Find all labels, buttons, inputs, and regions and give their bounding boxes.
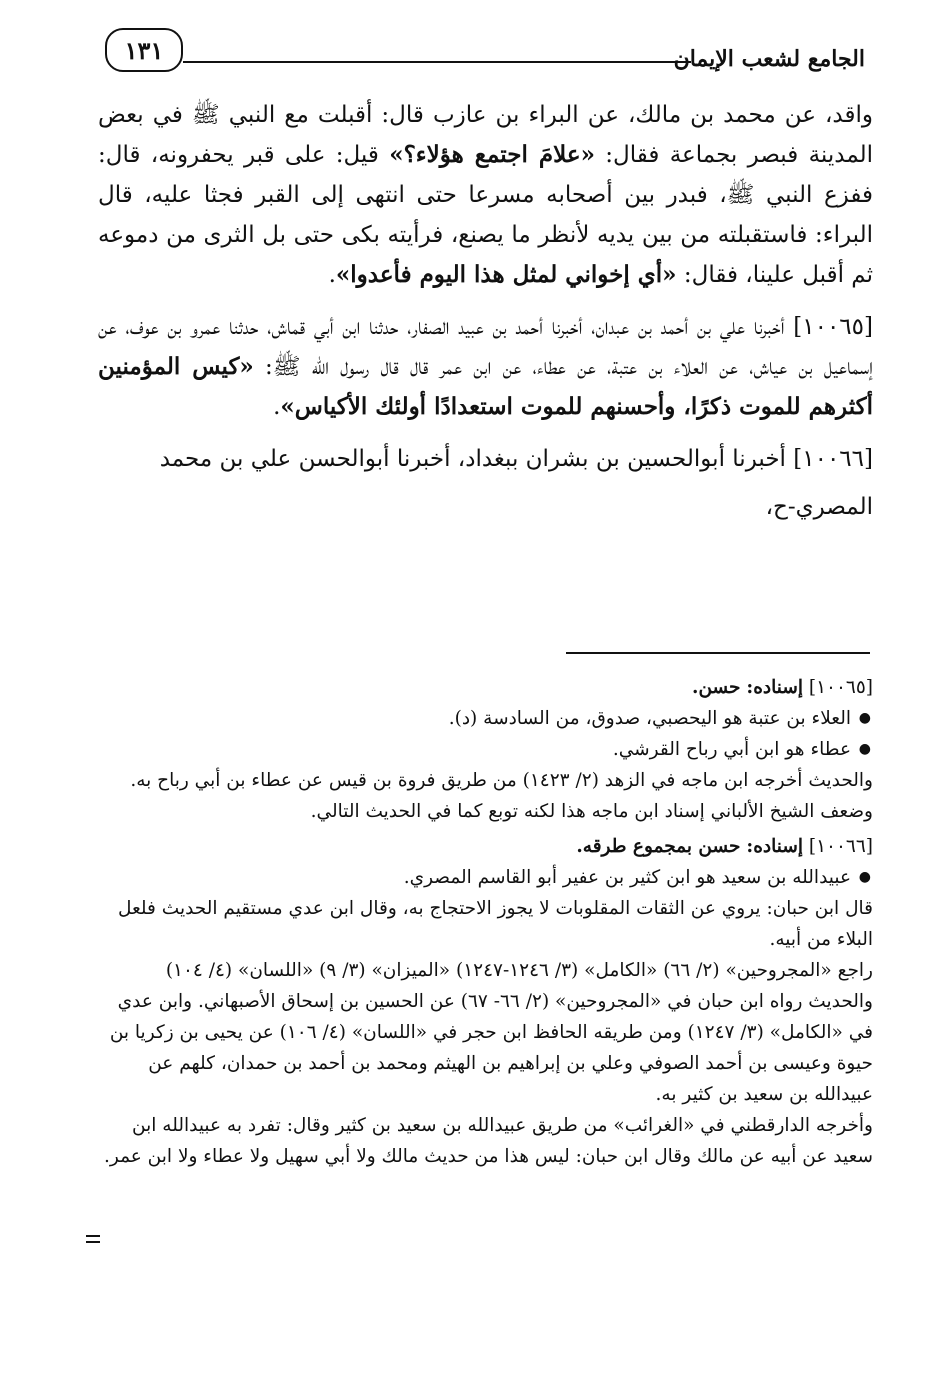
- footnote-bullet: [92, 734, 873, 765]
- page-number: ١٣١: [124, 35, 164, 65]
- full-stop: .: [273, 394, 281, 420]
- hadith-quote: «كيس المؤمنين أكثرهم للموت ذكرًا، وأحسنهم للموت استعدادًا أولئك الأكياس»: [98, 353, 873, 420]
- bullet-icon: ●: [858, 741, 871, 757]
- footnotes: [92, 672, 873, 1172]
- hadith-quote: «علامَ اجتمع هؤلاء؟»: [389, 141, 595, 168]
- paragraph-hadith-10066: [98, 439, 873, 479]
- hadith-quote: «أي إخواني لمثل هذا اليوم فأعدوا»: [335, 261, 677, 288]
- isnad-label: إسناده:: [746, 677, 803, 698]
- footnote-text: وأخرجه الدارقطني في «الغرائب» من طريق عبيدالله بن سعيد بن كثير وقال: تفرد به عبيدالله ابن سعيد عن أبيه عن مالك وقال ابن حبان: ليس هذا من حديث مالك ولا أبي سهيل ولا عطاء ولا ابن عمر.: [103, 1115, 873, 1167]
- bullet-icon: ●: [858, 869, 871, 885]
- isnad-continuation: المصري-ح،: [765, 494, 873, 520]
- narration-text: قيل: على قبر يحفرونه، قال: ففزع النبي ﷺ، فبدر بين أصحابه مسرعا حتى انتهى إلى القبر فجثا عليه، قال البراء: فاستقبلته من بين يديه لأنظر ما يصنع، فرأيته بكى حتى بل الثرى من دموعه ثم أقبل علينا، فقال:: [98, 142, 873, 288]
- footnote-bullet: [92, 862, 873, 893]
- header-rule: [183, 61, 691, 63]
- full-stop: .: [328, 262, 336, 288]
- footnote-bullet: [92, 703, 873, 734]
- running-title: الجامع لشعب الإيمان: [673, 46, 865, 72]
- isnad-grade: حسن.: [692, 677, 741, 698]
- footnote-divider: [566, 652, 870, 654]
- footnote-text: والحديث أخرجه ابن ماجه في الزهد (٢/ ١٤٢٣) من طريق فروة بن قيس عن عطاء بن أبي رباح به.: [130, 770, 873, 791]
- isnad-grade: حسن بمجموع طرقه.: [576, 836, 741, 857]
- footnote-heading-10065: [92, 672, 873, 703]
- narration-text: واقد، عن محمد بن مالك، عن البراء بن عازب قال: أقبلت مع النبي ﷺ في بعض المدينة فبصر بجماعة فقال:: [98, 102, 874, 168]
- footnote-number: [١٠٠٦٥]: [808, 677, 873, 698]
- hadith-number: [١٠٠٦٦]: [793, 446, 873, 472]
- isnad-label: إسناده:: [746, 836, 803, 857]
- bullet-text: عطاء هو ابن أبي رباح القرشي.: [612, 739, 851, 760]
- isnad-text: أخبرنا أبوالحسين بن بشران ببغداد، أخبرنا أبوالحسن علي بن محمد: [159, 446, 786, 472]
- main-text: [98, 95, 873, 539]
- paragraph-hadith-narration: [98, 95, 873, 295]
- bullet-text: عبيدالله بن سعيد هو ابن كثير بن عفير أبو القاسم المصري.: [403, 867, 851, 888]
- footnote-text: والحديث رواه ابن حبان في «المجروحين» (٢/ ٦٦- ٦٧) عن الحسين بن إسحاق الأصبهاني. وابن عدي في «الكامل» (٣/ ١٢٤٧) ومن طريقه الحافظ ابن حجر في «اللسان» (٤/ ١٠٦) عن يحيى بن زكريا بن حيوة وعيسى بن أحمد الصوفي وعلي بن إبراهيم بن الهيثم ومحمد بن أحمد بن حمدان، كلهم عن عبيدالله بن سعيد بن كثير به.: [109, 991, 873, 1105]
- footnote-text: قال ابن حبان: يروي عن الثقات المقلوبات لا يجوز الاحتجاج به، وقال ابن عدي مستقيم الحديث فلعل البلاء من أبيه.: [118, 898, 873, 950]
- paragraph-hadith-10065: [98, 307, 873, 427]
- page-number-frame: [105, 28, 183, 72]
- bullet-icon: ●: [858, 710, 871, 726]
- hadith-number: [١٠٠٦٥]: [793, 314, 873, 340]
- footnote-text: راجع «المجروحين» (٢/ ٦٦) «الكامل» (٣/ ١٢٤٦-١٢٤٧) «الميزان» (٣/ ٩) «اللسان» (٤/ ١٠٤): [165, 960, 873, 981]
- footnote-heading-10066: [92, 831, 873, 862]
- continuation-marker: [86, 1235, 100, 1243]
- footnote-number: [١٠٠٦٦]: [808, 836, 873, 857]
- footnote-text: وضعف الشيخ الألباني إسناد ابن ماجه هذا لكنه توبع كما في الحديث التالي.: [310, 801, 873, 822]
- bullet-text: العلاء بن عتبة هو اليحصبي، صدوق، من السادسة (د).: [448, 708, 851, 729]
- isnad-text: أخبرنا علي بن أحمد بن عبدان، أخبرنا أحمد بن عبيد الصفار، حدثنا ابن أبي قماش، حدثنا عمرو بن عوف، عن إسماعيل بن عياش، عن العلاء بن عتبة، عن عطاء، عن ابن عمر قال قال رسول الله ﷺ:: [98, 314, 874, 380]
